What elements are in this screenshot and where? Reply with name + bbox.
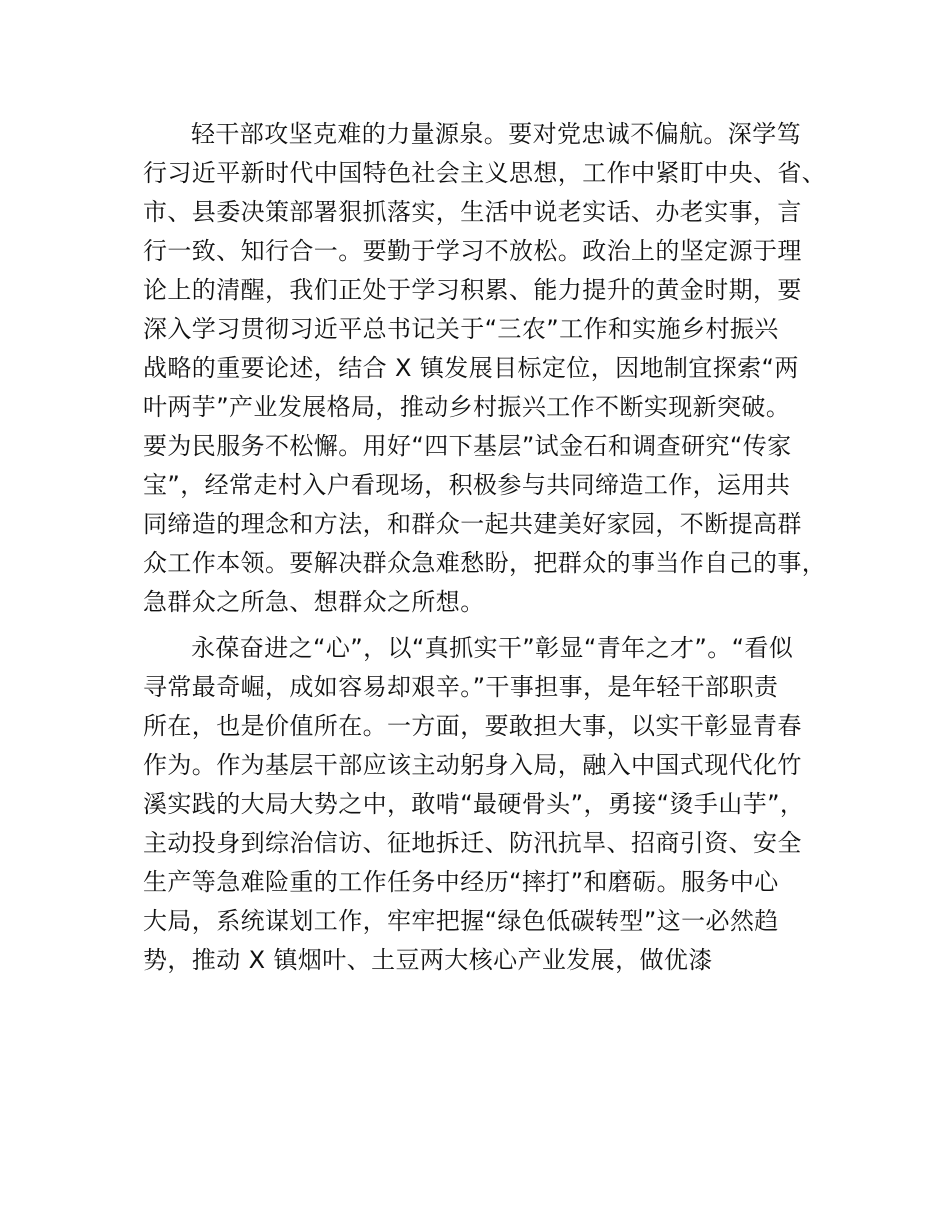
paragraph-line: 论上的清醒，我们正处于学习积累、能力提升的黄金时期，要 <box>143 276 802 304</box>
paragraph-line: 宝”，经常走村入户看现场，积极参与共同缔造工作，运用共 <box>143 471 791 499</box>
paragraph-spacer <box>143 622 833 629</box>
paragraph-line: 要为民服务不松懈。用好“四下基层”试金石和调查研究“传家 <box>143 432 792 460</box>
paragraph-line: 众工作本领。要解决群众急难愁盼，把群众的事当作自己的事， <box>143 549 827 577</box>
paragraph-line: 市、县委决策部署狠抓落实，生活中说老实话、办老实事，言 <box>143 198 802 226</box>
paragraph-2 <box>143 629 833 980</box>
paragraph-line: 生产等急难险重的工作任务中经历“摔打”和磨砺。服务中心 <box>143 868 779 896</box>
paragraph-line: 大局，系统谋划工作，牢牢把握“绿色低碳转型”这一必然趋 <box>143 907 779 935</box>
paragraph-line: 寻常最奇崛，成如容易却艰辛。”干事担事，是年轻干部职责 <box>143 673 779 701</box>
paragraph-line: 行一致、知行合一。要勤于学习不放松。政治上的坚定源于理 <box>143 237 802 265</box>
paragraph-line: 急群众之所急、想群众之所想。 <box>143 588 485 616</box>
paragraph-line: 行习近平新时代中国特色社会主义思想，工作中紧盯中央、省、 <box>143 159 827 187</box>
paragraph-line: 主动投身到综治信访、征地拆迁、防汛抗旱、招商引资、安全 <box>143 829 802 857</box>
document-body <box>143 115 833 980</box>
paragraph-line: 叶两芋”产业发展格局，推动乡村振兴工作不断实现新突破。 <box>143 393 791 421</box>
paragraph-line: 势，推动 X 镇烟叶、土豆两大核心产业发展，做优漆 <box>143 946 713 974</box>
paragraph-line: 所在，也是价值所在。一方面，要敢担大事，以实干彰显青春 <box>143 712 802 740</box>
paragraph-1 <box>143 115 833 622</box>
paragraph-line: 永葆奋进之“心”，以“真抓实干”彰显“青年之才”。“看似 <box>191 634 794 662</box>
paragraph-line: 作为。作为基层干部应该主动躬身入局，融入中国式现代化竹 <box>143 751 802 779</box>
paragraph-line: 溪实践的大局大势之中，敢啃“最硬骨头”，勇接“烫手山芋”， <box>143 790 805 818</box>
paragraph-line: 深入学习贯彻习近平总书记关于“三农”工作和实施乡村振兴 <box>143 315 779 343</box>
paragraph-line: 同缔造的理念和方法，和群众一起共建美好家园，不断提高群 <box>143 510 802 538</box>
paragraph-line: 轻干部攻坚克难的力量源泉。要对党忠诚不偏航。深学笃 <box>191 120 801 148</box>
paragraph-line: 战略的重要论述，结合 X 镇发展目标定位，因地制宜探索“两 <box>143 354 799 382</box>
